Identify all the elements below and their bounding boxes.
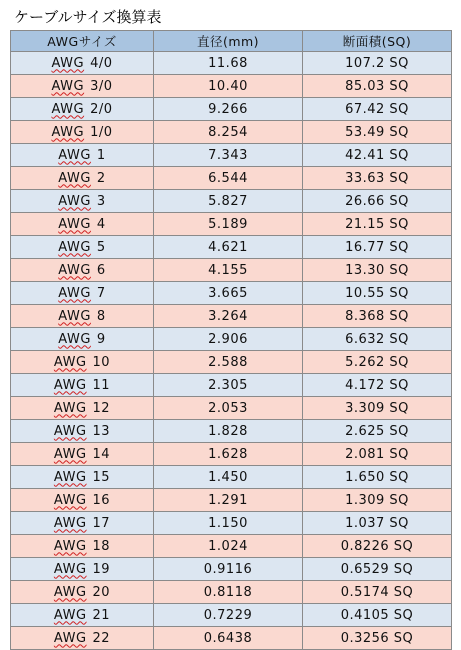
cell-diameter: 1.150 bbox=[154, 512, 303, 535]
cell-awg-size bbox=[11, 420, 154, 443]
cell-area: 1.650 SQ bbox=[303, 466, 452, 489]
cell-awg-size bbox=[11, 581, 154, 604]
cell-awg-size bbox=[11, 328, 154, 351]
table-row bbox=[11, 75, 452, 98]
awg-size-value: 21 bbox=[92, 607, 111, 623]
cell-area: 0.6529 SQ bbox=[303, 558, 452, 581]
awg-label: AWG bbox=[53, 515, 87, 531]
awg-size-value: 4 bbox=[96, 216, 106, 232]
cell-diameter: 1.828 bbox=[154, 420, 303, 443]
awg-size-value: 17 bbox=[92, 515, 111, 531]
cell-awg-size bbox=[11, 213, 154, 236]
cell-awg-size bbox=[11, 604, 154, 627]
awg-size-value: 16 bbox=[92, 492, 111, 508]
cell-awg-size bbox=[11, 397, 154, 420]
cell-area: 85.03 SQ bbox=[303, 75, 452, 98]
cell-diameter: 1.024 bbox=[154, 535, 303, 558]
awg-label: AWG bbox=[53, 400, 87, 416]
awg-label: AWG bbox=[51, 78, 85, 94]
cell-area: 0.3256 SQ bbox=[303, 627, 452, 650]
cell-awg-size bbox=[11, 512, 154, 535]
awg-label: AWG bbox=[58, 262, 91, 278]
table-row bbox=[11, 535, 452, 558]
table-row bbox=[11, 305, 452, 328]
cell-area: 1.037 SQ bbox=[303, 512, 452, 535]
cell-diameter: 2.588 bbox=[154, 351, 303, 374]
awg-label: AWG bbox=[58, 308, 91, 324]
cell-diameter: 5.827 bbox=[154, 190, 303, 213]
awg-label: AWG bbox=[53, 584, 87, 600]
awg-label: AWG bbox=[58, 147, 91, 163]
cell-diameter: 3.264 bbox=[154, 305, 303, 328]
cell-area: 1.309 SQ bbox=[303, 489, 452, 512]
cell-awg-size bbox=[11, 374, 154, 397]
table-row bbox=[11, 397, 452, 420]
table-row bbox=[11, 167, 452, 190]
awg-label: AWG bbox=[53, 630, 87, 646]
cell-awg-size bbox=[11, 558, 154, 581]
table-row bbox=[11, 604, 452, 627]
table-row bbox=[11, 558, 452, 581]
cell-awg-size bbox=[11, 466, 154, 489]
cell-area: 107.2 SQ bbox=[303, 52, 452, 75]
cell-diameter: 0.9116 bbox=[154, 558, 303, 581]
awg-size-value: 22 bbox=[92, 630, 111, 646]
cell-awg-size bbox=[11, 75, 154, 98]
table-row bbox=[11, 581, 452, 604]
cell-awg-size bbox=[11, 489, 154, 512]
table-row bbox=[11, 52, 452, 75]
cell-awg-size bbox=[11, 351, 154, 374]
awg-size-value: 1 bbox=[96, 147, 106, 163]
awg-size-value: 4/0 bbox=[90, 55, 113, 71]
cell-area: 33.63 SQ bbox=[303, 167, 452, 190]
table-row bbox=[11, 328, 452, 351]
awg-size-value: 11 bbox=[92, 377, 111, 393]
awg-label: AWG bbox=[51, 124, 85, 140]
awg-label: AWG bbox=[51, 101, 85, 117]
awg-label: AWG bbox=[53, 446, 87, 462]
cell-awg-size bbox=[11, 535, 154, 558]
awg-size-value: 20 bbox=[92, 584, 111, 600]
awg-size-value: 13 bbox=[92, 423, 111, 439]
cell-awg-size bbox=[11, 236, 154, 259]
table-row bbox=[11, 627, 452, 650]
awg-label: AWG bbox=[58, 193, 91, 209]
awg-size-value: 14 bbox=[92, 446, 111, 462]
cell-area: 8.368 SQ bbox=[303, 305, 452, 328]
cell-awg-size bbox=[11, 443, 154, 466]
cell-diameter: 7.343 bbox=[154, 144, 303, 167]
cell-area: 13.30 SQ bbox=[303, 259, 452, 282]
awg-size-value: 3 bbox=[96, 193, 106, 209]
cell-area: 21.15 SQ bbox=[303, 213, 452, 236]
table-row bbox=[11, 420, 452, 443]
awg-size-value: 2 bbox=[96, 170, 106, 186]
cell-diameter: 3.665 bbox=[154, 282, 303, 305]
table-body bbox=[11, 52, 452, 650]
cell-awg-size bbox=[11, 98, 154, 121]
cell-area: 67.42 SQ bbox=[303, 98, 452, 121]
header-awg-size: AWGサイズ bbox=[11, 31, 154, 52]
cell-area: 0.8226 SQ bbox=[303, 535, 452, 558]
cell-diameter: 5.189 bbox=[154, 213, 303, 236]
table-row bbox=[11, 512, 452, 535]
table-row bbox=[11, 121, 452, 144]
table-row bbox=[11, 443, 452, 466]
cell-awg-size bbox=[11, 259, 154, 282]
cell-diameter: 2.053 bbox=[154, 397, 303, 420]
page-title: ケーブルサイズ換算表 bbox=[14, 8, 162, 26]
cell-diameter: 10.40 bbox=[154, 75, 303, 98]
table-row bbox=[11, 282, 452, 305]
cell-awg-size bbox=[11, 190, 154, 213]
table-row bbox=[11, 374, 452, 397]
cell-area: 16.77 SQ bbox=[303, 236, 452, 259]
table-row bbox=[11, 98, 452, 121]
awg-label: AWG bbox=[53, 377, 87, 393]
awg-label: AWG bbox=[53, 469, 87, 485]
cell-awg-size bbox=[11, 52, 154, 75]
cell-area: 26.66 SQ bbox=[303, 190, 452, 213]
cell-awg-size bbox=[11, 121, 154, 144]
awg-size-value: 1/0 bbox=[90, 124, 113, 140]
header-area: 断面積(SQ) bbox=[303, 31, 452, 52]
awg-label: AWG bbox=[58, 331, 91, 347]
cell-awg-size bbox=[11, 627, 154, 650]
awg-size-value: 6 bbox=[96, 262, 106, 278]
table-header-row bbox=[11, 31, 452, 52]
awg-size-value: 8 bbox=[96, 308, 106, 324]
cell-diameter: 0.7229 bbox=[154, 604, 303, 627]
cell-diameter: 2.305 bbox=[154, 374, 303, 397]
cell-awg-size bbox=[11, 167, 154, 190]
cell-diameter: 2.906 bbox=[154, 328, 303, 351]
awg-label: AWG bbox=[53, 561, 87, 577]
cell-diameter: 1.450 bbox=[154, 466, 303, 489]
awg-label: AWG bbox=[53, 492, 87, 508]
cell-area: 2.081 SQ bbox=[303, 443, 452, 466]
cable-size-table bbox=[10, 30, 452, 650]
table-row bbox=[11, 190, 452, 213]
cell-diameter: 4.155 bbox=[154, 259, 303, 282]
awg-label: AWG bbox=[58, 239, 91, 255]
awg-size-value: 7 bbox=[96, 285, 106, 301]
cell-area: 3.309 SQ bbox=[303, 397, 452, 420]
cell-area: 10.55 SQ bbox=[303, 282, 452, 305]
cell-area: 42.41 SQ bbox=[303, 144, 452, 167]
cell-awg-size bbox=[11, 282, 154, 305]
cell-area: 4.172 SQ bbox=[303, 374, 452, 397]
awg-size-value: 15 bbox=[92, 469, 111, 485]
cell-area: 0.4105 SQ bbox=[303, 604, 452, 627]
table-row bbox=[11, 236, 452, 259]
awg-label: AWG bbox=[53, 607, 87, 623]
cell-diameter: 6.544 bbox=[154, 167, 303, 190]
table-row bbox=[11, 259, 452, 282]
cell-diameter: 11.68 bbox=[154, 52, 303, 75]
cell-area: 5.262 SQ bbox=[303, 351, 452, 374]
awg-label: AWG bbox=[58, 216, 91, 232]
cell-diameter: 0.8118 bbox=[154, 581, 303, 604]
awg-size-value: 19 bbox=[92, 561, 111, 577]
awg-size-value: 10 bbox=[92, 354, 111, 370]
table-row bbox=[11, 351, 452, 374]
awg-size-value: 9 bbox=[96, 331, 106, 347]
cell-area: 0.5174 SQ bbox=[303, 581, 452, 604]
awg-label: AWG bbox=[58, 170, 91, 186]
awg-label: AWG bbox=[53, 538, 87, 554]
table-row bbox=[11, 489, 452, 512]
cell-area: 6.632 SQ bbox=[303, 328, 452, 351]
table-row bbox=[11, 213, 452, 236]
cell-diameter: 1.291 bbox=[154, 489, 303, 512]
cell-diameter: 1.628 bbox=[154, 443, 303, 466]
awg-size-value: 3/0 bbox=[90, 78, 113, 94]
cell-diameter: 9.266 bbox=[154, 98, 303, 121]
awg-label: AWG bbox=[58, 285, 91, 301]
table-row bbox=[11, 466, 452, 489]
awg-size-value: 5 bbox=[96, 239, 106, 255]
awg-label: AWG bbox=[53, 423, 87, 439]
cell-diameter: 8.254 bbox=[154, 121, 303, 144]
cell-awg-size bbox=[11, 144, 154, 167]
awg-size-value: 2/0 bbox=[90, 101, 113, 117]
cell-area: 53.49 SQ bbox=[303, 121, 452, 144]
awg-label: AWG bbox=[51, 55, 85, 71]
header-diameter: 直径(mm) bbox=[154, 31, 303, 52]
awg-label: AWG bbox=[53, 354, 87, 370]
cell-diameter: 4.621 bbox=[154, 236, 303, 259]
cell-diameter: 0.6438 bbox=[154, 627, 303, 650]
cell-awg-size bbox=[11, 305, 154, 328]
cell-area: 2.625 SQ bbox=[303, 420, 452, 443]
table-row bbox=[11, 144, 452, 167]
awg-size-value: 18 bbox=[92, 538, 111, 554]
awg-size-value: 12 bbox=[92, 400, 111, 416]
